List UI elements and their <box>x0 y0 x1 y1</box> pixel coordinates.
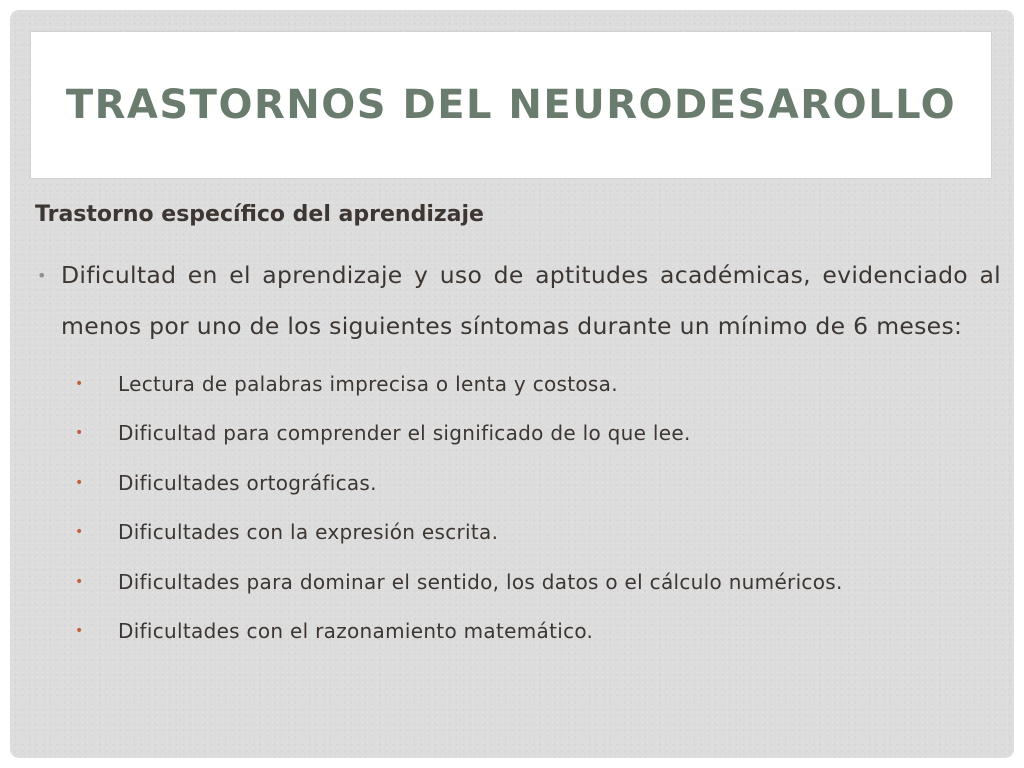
bullet-marker: • <box>37 266 47 285</box>
list-item <box>35 409 1001 459</box>
sub-bullet-marker: • <box>75 524 84 541</box>
sub-bullet-marker: • <box>75 623 84 640</box>
list-item <box>35 508 1001 558</box>
slide <box>10 10 1014 758</box>
list-item <box>35 359 1001 409</box>
list-item-text: Dificultades con el razonamiento matemático. <box>118 619 594 644</box>
list-item <box>35 557 1001 607</box>
sub-bullet-marker: • <box>75 573 84 590</box>
main-bullet-item <box>35 250 1001 352</box>
subheading: Trastorno específico del aprendizaje <box>35 202 484 227</box>
list-item <box>35 458 1001 508</box>
main-bullet-text: Dificultad en el aprendizaje y uso de aptitudes académicas, evidenciado al menos por uno de los siguientes síntomas durante un mínimo de 6 meses: <box>61 261 1001 340</box>
symptom-list <box>35 359 1001 656</box>
list-item <box>35 607 1001 657</box>
list-item-text: Dificultades con la expresión escrita. <box>118 520 499 545</box>
slide-content <box>35 198 1001 656</box>
list-item-text: Dificultad para comprender el significado de lo que lee. <box>118 421 691 446</box>
slide-title: TRASTORNOS DEL NEURODESAROLLO <box>65 82 957 128</box>
sub-bullet-marker: • <box>75 375 84 392</box>
sub-bullet-marker: • <box>75 474 84 491</box>
list-item-text: Dificultades para dominar el sentido, los datos o el cálculo numéricos. <box>118 569 843 594</box>
list-item-text: Lectura de palabras imprecisa o lenta y costosa. <box>118 371 618 396</box>
sub-bullet-marker: • <box>75 425 84 442</box>
title-box <box>30 31 992 179</box>
list-item-text: Dificultades ortográficas. <box>118 470 377 495</box>
